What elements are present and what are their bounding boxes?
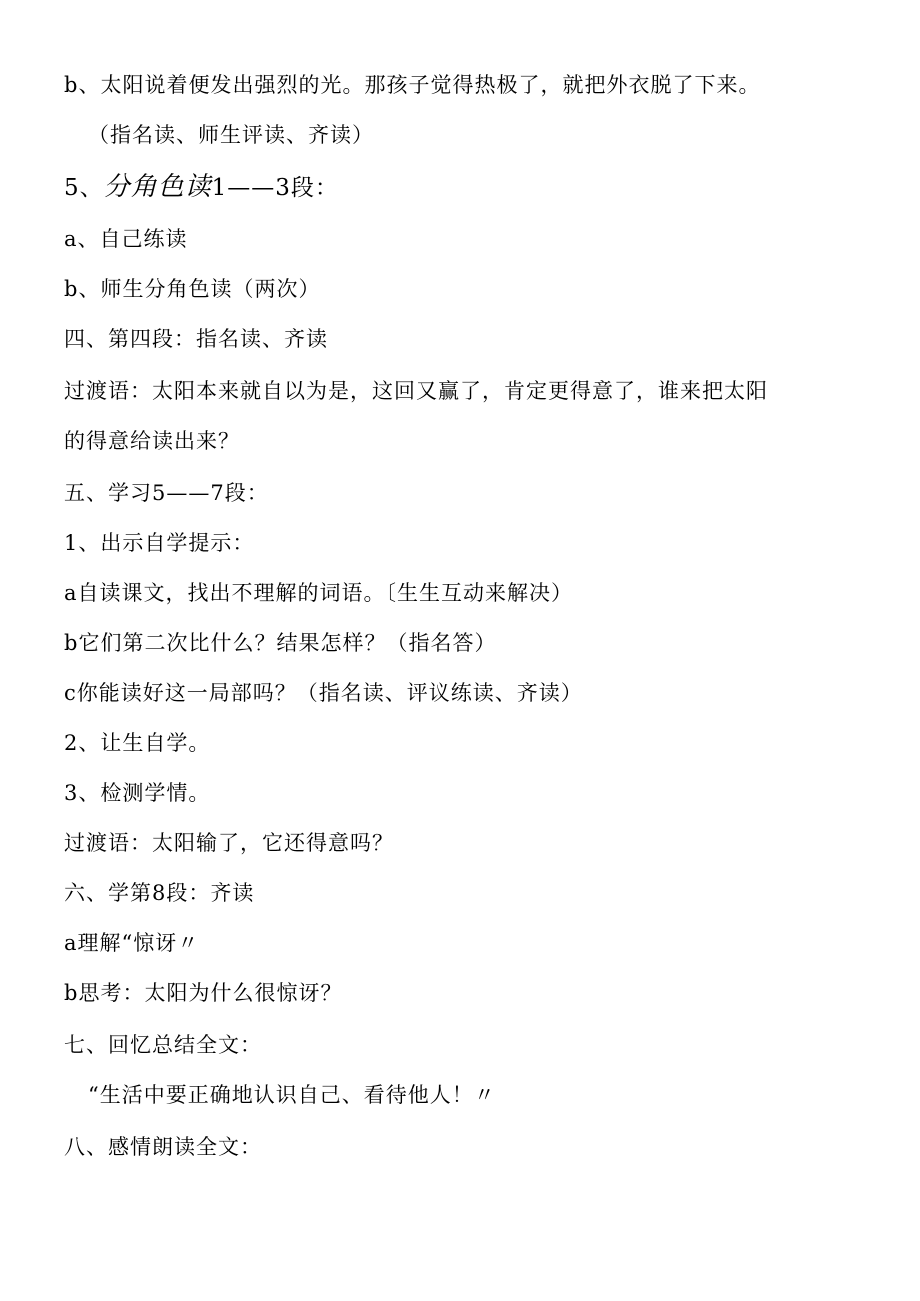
text-line-teacher-student-reading: b、师生分角色读（两次） bbox=[64, 277, 321, 301]
section-heading-four: 四、第四段：指名读、齐读 bbox=[64, 327, 328, 351]
section-heading-six: 六、学第8段：齐读 bbox=[64, 881, 255, 905]
text-line-understand: a理解“惊讶〃 bbox=[64, 931, 200, 955]
heading-italic-title: 分角色读 bbox=[103, 172, 212, 202]
heading-number: 5、 bbox=[64, 175, 104, 201]
section-heading-role-reading bbox=[64, 172, 339, 203]
text-line-think: b思考：太阳为什么很惊讶？ bbox=[64, 981, 343, 1005]
text-line-transition-1-cont: 的得意给读出来？ bbox=[64, 429, 240, 453]
text-line-story-sentence: b、太阳说着便发出强烈的光。那孩子觉得热极了，就把外衣脱了下来。 bbox=[64, 73, 761, 97]
text-line-self-learn: 2、让生自学。 bbox=[64, 731, 211, 755]
text-line-check: 3、检测学情。 bbox=[64, 781, 211, 805]
section-heading-seven: 七、回忆总结全文： bbox=[64, 1033, 262, 1057]
text-line-summary-quote: “生活中要正确地认识自己、看待他人！〃 bbox=[88, 1083, 496, 1107]
section-heading-five: 五、学习5——7段： bbox=[64, 481, 269, 505]
text-line-item-a: a自读课文，找出不理解的词语。〔生生互动来解决） bbox=[64, 581, 574, 605]
text-line-transition-2: 过渡语：太阳输了，它还得意吗？ bbox=[64, 831, 394, 855]
text-line-self-practice: a、自己练读 bbox=[64, 227, 188, 251]
text-line-item-c: c你能读好这一局部吗？（指名读、评议练读、齐读） bbox=[64, 681, 583, 705]
text-line-self-study-hint: 1、出示自学提示： bbox=[64, 531, 255, 555]
text-line-item-b: b它们第二次比什么？结果怎样？（指名答） bbox=[64, 631, 497, 655]
heading-suffix: 1——3段： bbox=[211, 175, 339, 201]
section-heading-eight: 八、感情朗读全文： bbox=[64, 1135, 262, 1159]
text-line-reading-method: （指名读、师生评读、齐读） bbox=[88, 123, 374, 147]
text-line-transition-1: 过渡语：太阳本来就自以为是，这回又赢了，肯定更得意了，谁来把太阳 bbox=[64, 379, 768, 403]
